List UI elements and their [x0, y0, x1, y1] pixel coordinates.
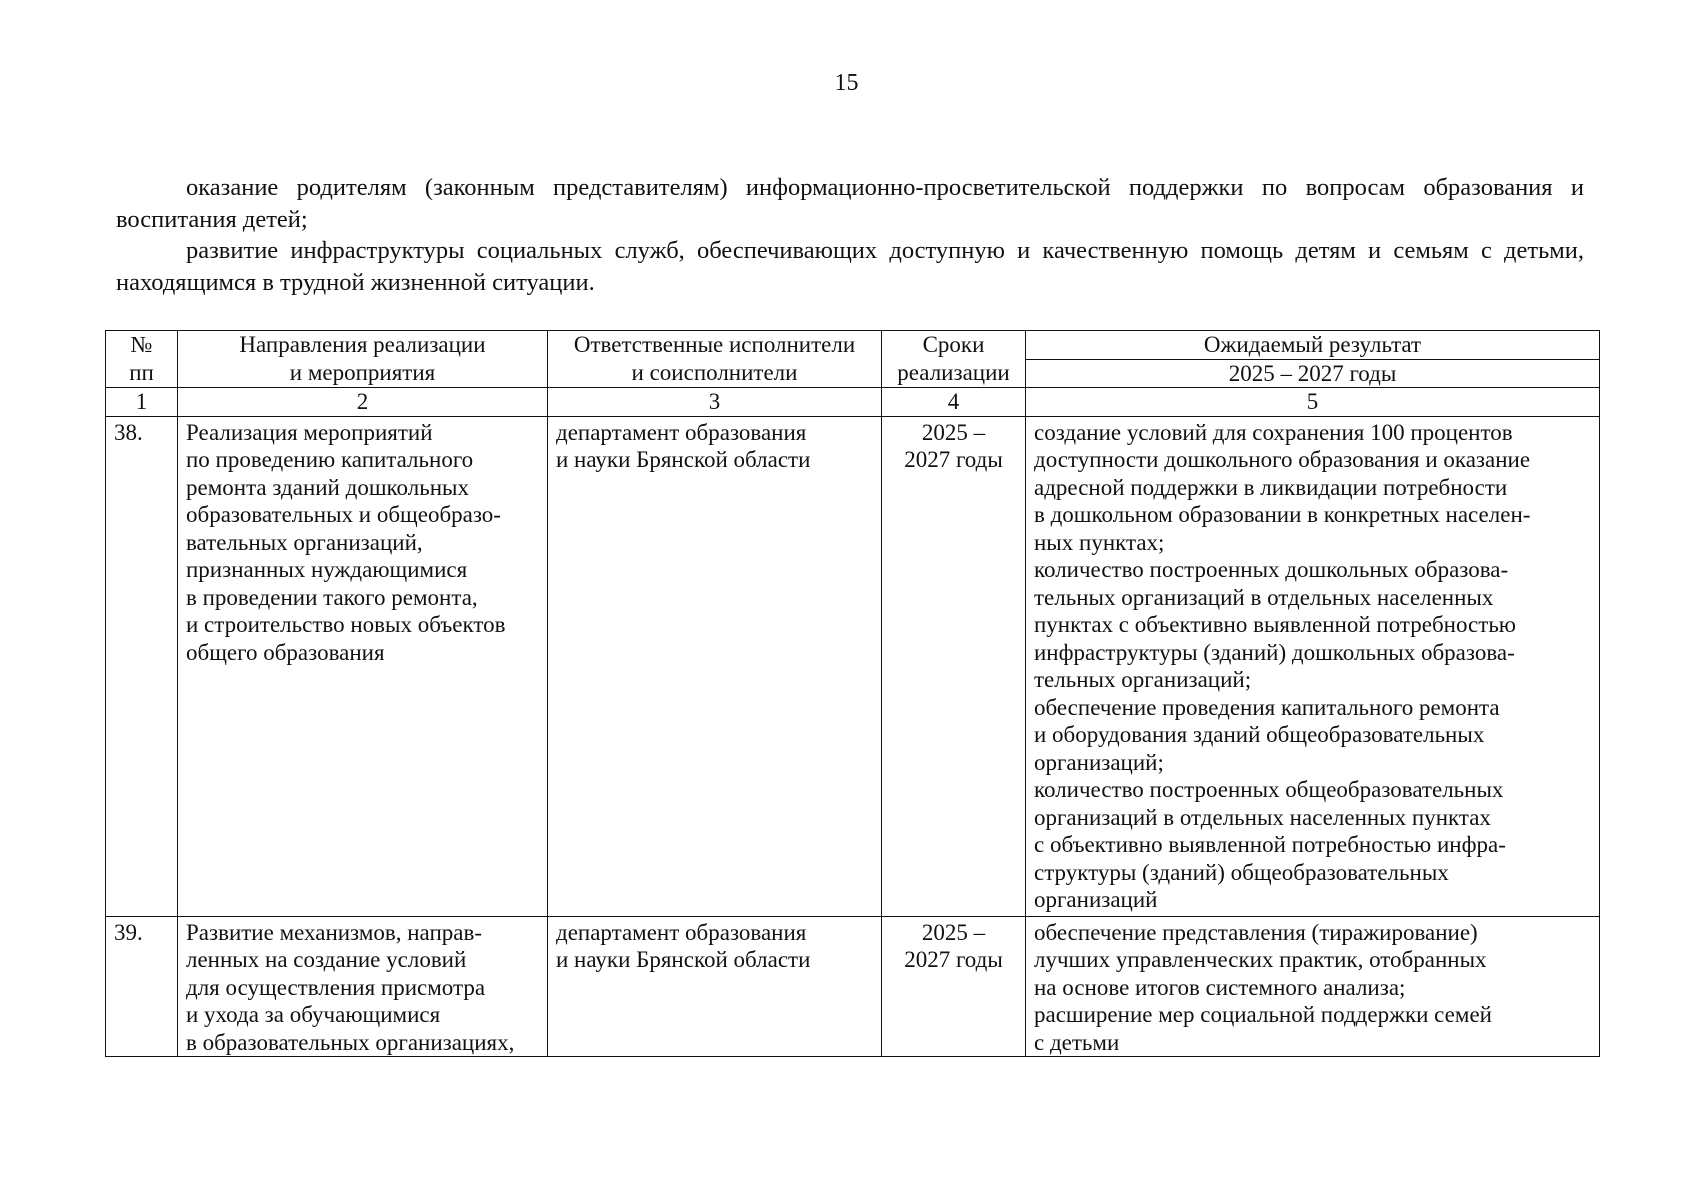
cell-line: и оборудования зданий общеобразовательных	[1034, 722, 1485, 747]
cell-line: лучших управленческих практик, отобранных	[1034, 947, 1487, 972]
cell-line: департамент образования	[556, 419, 807, 445]
cell-line: организаций	[1034, 887, 1158, 912]
row-responsible	[548, 916, 882, 1057]
cell-line: организаций;	[1034, 749, 1164, 775]
intro-paragraph: развитие инфраструктуры социальных служб, обеспечивающих доступную и качественную помощь детям и семьям с детьми, находящимся в трудной жизненной ситуации.	[116, 237, 1584, 296]
cell-line: Реализация мероприятий	[186, 419, 433, 445]
cell-line: 2025 –	[921, 419, 986, 445]
row-direction	[178, 916, 548, 1057]
header-terms: Сроки реализации	[882, 331, 1026, 388]
column-number-row	[106, 388, 1600, 417]
row-direction	[178, 416, 548, 916]
cell-line: и строительство новых объектов	[186, 612, 506, 637]
cell-line: ленных на создание условий	[186, 947, 467, 972]
cell-line: и науки Брянской области	[556, 947, 811, 972]
cell-line: структуры (зданий) общеобразовательных	[1034, 859, 1449, 885]
cell-line: в дошкольном образовании в конкретных населен-	[1034, 502, 1531, 527]
column-number: 4	[882, 388, 1026, 417]
cell-line: расширение мер социальной поддержки семей	[1034, 1002, 1492, 1027]
row-responsible	[548, 416, 882, 916]
cell-line: 2027 годы	[904, 447, 1003, 472]
row-number: 38.	[106, 416, 178, 916]
cell-line: обеспечение проведения капитального ремонта	[1034, 694, 1500, 720]
cell-line: пунктах с объективно выявленной потребностью	[1034, 612, 1516, 637]
cell-line: образовательных и общеобразо-	[186, 502, 501, 527]
measures-table	[105, 330, 1600, 1057]
cell-line: ремонта зданий дошкольных	[186, 474, 469, 500]
intro-paragraph: оказание родителям (законным представителям) информационно-просветительской поддержки по вопросам образования и воспитания детей;	[116, 174, 1584, 233]
cell-line: количество построенных общеобразовательных	[1034, 777, 1504, 802]
cell-line: инфраструктуры (зданий) дошкольных образова-	[1034, 639, 1515, 665]
row-result	[1026, 916, 1600, 1057]
intro-text	[116, 172, 1584, 298]
page-number: 15	[834, 70, 859, 96]
cell-line: с детьми	[1034, 1029, 1120, 1055]
column-number: 5	[1026, 388, 1600, 417]
cell-line: вательных организаций,	[186, 529, 423, 555]
cell-line: тельных организаций;	[1034, 667, 1252, 692]
cell-line: создание условий для сохранения 100 процентов	[1034, 419, 1513, 445]
cell-line: департамент образования	[556, 919, 807, 945]
cell-line: адресной поддержки в ликвидации потребности	[1034, 474, 1508, 500]
column-number: 3	[548, 388, 882, 417]
cell-line: 2025 –	[921, 919, 986, 945]
row-number: 39.	[106, 916, 178, 1057]
row-terms	[882, 916, 1026, 1057]
cell-line: на основе итогов системного анализа;	[1034, 974, 1406, 1000]
cell-line: доступности дошкольного образования и оказание	[1034, 447, 1531, 472]
cell-line: 2027 годы	[904, 947, 1003, 972]
row-result	[1026, 416, 1600, 916]
cell-line: Развитие механизмов, направ-	[186, 919, 482, 945]
header-responsible: Ответственные исполнители и соисполнители	[548, 331, 882, 388]
header-direction: Направления реализации и мероприятия	[178, 331, 548, 388]
cell-line: и науки Брянской области	[556, 447, 811, 472]
header-result-years: 2025 – 2027 годы	[1026, 359, 1600, 388]
table-row	[106, 916, 1600, 1057]
cell-line: организаций в отдельных населенных пунктах	[1034, 804, 1491, 830]
header-num: № пп	[106, 331, 178, 388]
column-number: 2	[178, 388, 548, 417]
row-terms	[882, 416, 1026, 916]
cell-line: для осуществления присмотра	[186, 974, 486, 1000]
cell-line: общего образования	[186, 639, 385, 665]
cell-line: в образовательных организациях,	[186, 1029, 515, 1055]
cell-line: в проведении такого ремонта,	[186, 584, 478, 610]
column-number: 1	[106, 388, 178, 417]
cell-line: по проведению капитального	[186, 447, 474, 472]
cell-line: обеспечение представления (тиражирование)	[1034, 919, 1478, 945]
cell-line: количество построенных дошкольных образова-	[1034, 557, 1509, 582]
header-result-title: Ожидаемый результат	[1026, 331, 1600, 360]
cell-line: с объективно выявленной потребностью инфра-	[1034, 832, 1506, 857]
cell-line: и ухода за обучающимися	[186, 1002, 441, 1027]
cell-line: признанных нуждающимися	[186, 557, 468, 582]
cell-line: тельных организаций в отдельных населенных	[1034, 584, 1494, 610]
table-row	[106, 416, 1600, 916]
cell-line: ных пунктах;	[1034, 529, 1165, 555]
